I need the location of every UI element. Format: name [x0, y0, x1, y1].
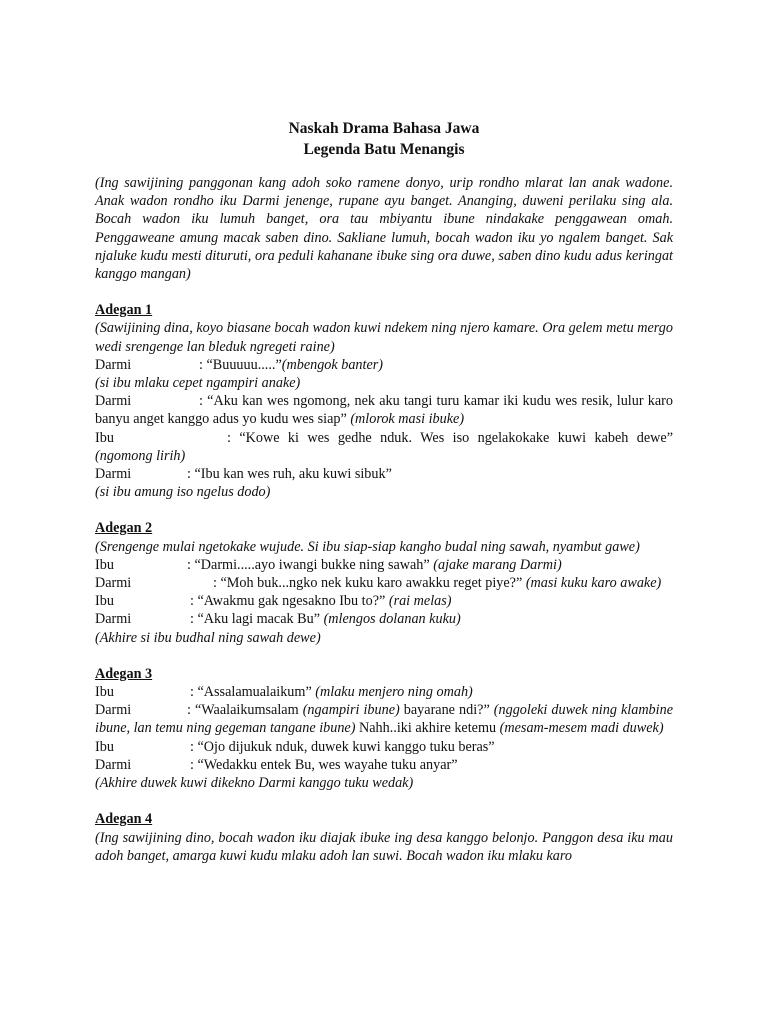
- document-page: [95, 118, 673, 865]
- dialogue-line: [95, 610, 673, 628]
- speech: : “Ojo dijukuk nduk, duwek kuwi kanggo tuku beras”: [190, 738, 495, 755]
- scene-3-heading: Adegan 3: [95, 665, 153, 682]
- stage-direction: (masi kuku karo awake): [525, 575, 662, 592]
- dialogue-line: [95, 356, 673, 374]
- scene-2: [95, 519, 673, 646]
- document-title: [95, 118, 673, 160]
- speaker: Darmi: [95, 575, 132, 592]
- speech: : “Wedakku entek Bu, wes wayahe tuku anyar”: [190, 756, 458, 773]
- stage-direction-line: (si ibu mlaku cepet ngampiri anake): [95, 375, 301, 392]
- scene-4-heading: Adegan 4: [95, 811, 153, 828]
- intro-paragraph: (Ing sawijining panggonan kang adoh soko ramene donyo, urip rondho mlarat lan anak wadone. Anak wadon rondho iku Darmi jenenge, rupane ayu banget. Ananging, duweni perilaku sing ala. Bocah wadon iku lumuh banget, ora tau mbiyantu ibune nindakake penggawean omah. Penggaweane amung macak saben dino. Sakliane lumuh, bocah wadon iku yo ngalem banget. Sak njaluke kudu mesti dituruti, ora peduli kahanane ibuke sing ora duwe, saben dino kudu adus keringat kanggo mangan): [95, 175, 673, 283]
- dialogue-line: [95, 756, 673, 774]
- speaker: Darmi: [95, 466, 132, 483]
- dialogue-line: [95, 592, 673, 610]
- dialogue-line: [95, 683, 673, 701]
- speaker: Ibu: [95, 429, 114, 446]
- speaker: Darmi: [95, 356, 132, 373]
- speech: : “Awakmu gak ngesakno Ibu to?”: [190, 593, 386, 610]
- stage-direction: (ngampiri ibune): [302, 702, 400, 719]
- speech: : “Buuuuu.....”: [199, 356, 282, 373]
- speaker: Ibu: [95, 684, 114, 701]
- scene-4-direction: (Ing sawijining dino, bocah wadon iku diajak ibuke ing desa kanggo belonjo. Panggon desa iku mau adoh banget, amarga kuwi kudu mlaku adoh lan suwi. Bocah wadon iku mlaku karo: [95, 829, 673, 864]
- scene-2-direction: (Srengenge mulai ngetokake wujude. Si ibu siap-siap kangho budal ning sawah, nyambut gawe): [95, 538, 640, 555]
- stage-direction: (mlaku menjero ning omah): [315, 684, 473, 701]
- dialogue-line: [95, 429, 673, 465]
- title-line-1: Naskah Drama Bahasa Jawa: [288, 120, 480, 137]
- stage-direction: (ngomong lirih): [95, 447, 186, 464]
- stage-direction: (mbengok banter): [281, 356, 384, 373]
- speech: : “Aku lagi macak Bu”: [190, 611, 321, 628]
- speech: : “Darmi.....ayo iwangi bukke ning sawah”: [187, 556, 430, 573]
- dialogue-line: [95, 738, 673, 756]
- speaker: Ibu: [95, 738, 114, 755]
- scene-3: [95, 665, 673, 792]
- speech: : “Assalamualaikum”: [190, 684, 312, 701]
- speech: : “Kowe ki wes gedhe nduk. Wes iso ngelakokake kuwi kabeh dewe”: [227, 429, 673, 446]
- dialogue-line: [95, 392, 673, 428]
- speaker: Darmi: [95, 611, 132, 628]
- dialogue-line: [95, 465, 673, 483]
- scene-4: [95, 810, 673, 865]
- speech: Nahh..iki akhire ketemu: [359, 720, 497, 737]
- stage-direction: (nggoleki duwek ning klambine ibune, lan temu ning gegeman tangane ibune): [95, 702, 673, 737]
- speaker: Darmi: [95, 393, 132, 410]
- speech: : “Aku kan wes ngomong, nek aku tangi turu kamar iki kudu wes resik, lulur karo banyu anget kanggo adus yo kudu wes siap”: [95, 393, 673, 428]
- stage-direction-line: (Akhire duwek kuwi dikekno Darmi kanggo tuku wedak): [95, 775, 414, 792]
- stage-direction: (ajake marang Darmi): [433, 556, 562, 573]
- stage-direction: (mlorok masi ibuke): [350, 411, 465, 428]
- stage-direction-line: (Akhire si ibu budhal ning sawah dewe): [95, 629, 321, 646]
- speech: : “Ibu kan wes ruh, aku kuwi sibuk”: [187, 466, 392, 483]
- stage-direction: (mesam-mesem madi duwek): [499, 720, 664, 737]
- scene-1: [95, 301, 673, 501]
- scene-1-direction: (Sawijining dina, koyo biasane bocah wadon kuwi ndekem ning njero kamare. Ora gelem metu mergo wedi srengenge lan bleduk ngregeti raine): [95, 320, 673, 355]
- scene-2-heading: Adegan 2: [95, 520, 153, 537]
- dialogue-line: [95, 701, 673, 737]
- speaker: Ibu: [95, 556, 114, 573]
- scene-1-heading: Adegan 1: [95, 302, 153, 319]
- speaker: Darmi: [95, 702, 132, 719]
- speaker: Ibu: [95, 593, 114, 610]
- speech: bayarane ndi?”: [403, 702, 490, 719]
- dialogue-line: [95, 574, 673, 592]
- stage-direction: (mlengos dolanan kuku): [323, 611, 461, 628]
- stage-direction-line: (si ibu amung iso ngelus dodo): [95, 484, 271, 501]
- stage-direction: (rai melas): [388, 593, 452, 610]
- title-line-2: Legenda Batu Menangis: [303, 141, 465, 158]
- speech: : “Waalaikumsalam: [187, 702, 299, 719]
- speaker: Darmi: [95, 756, 132, 773]
- dialogue-line: [95, 556, 673, 574]
- speech: : “Moh buk...ngko nek kuku karo awakku reget piye?”: [213, 575, 523, 592]
